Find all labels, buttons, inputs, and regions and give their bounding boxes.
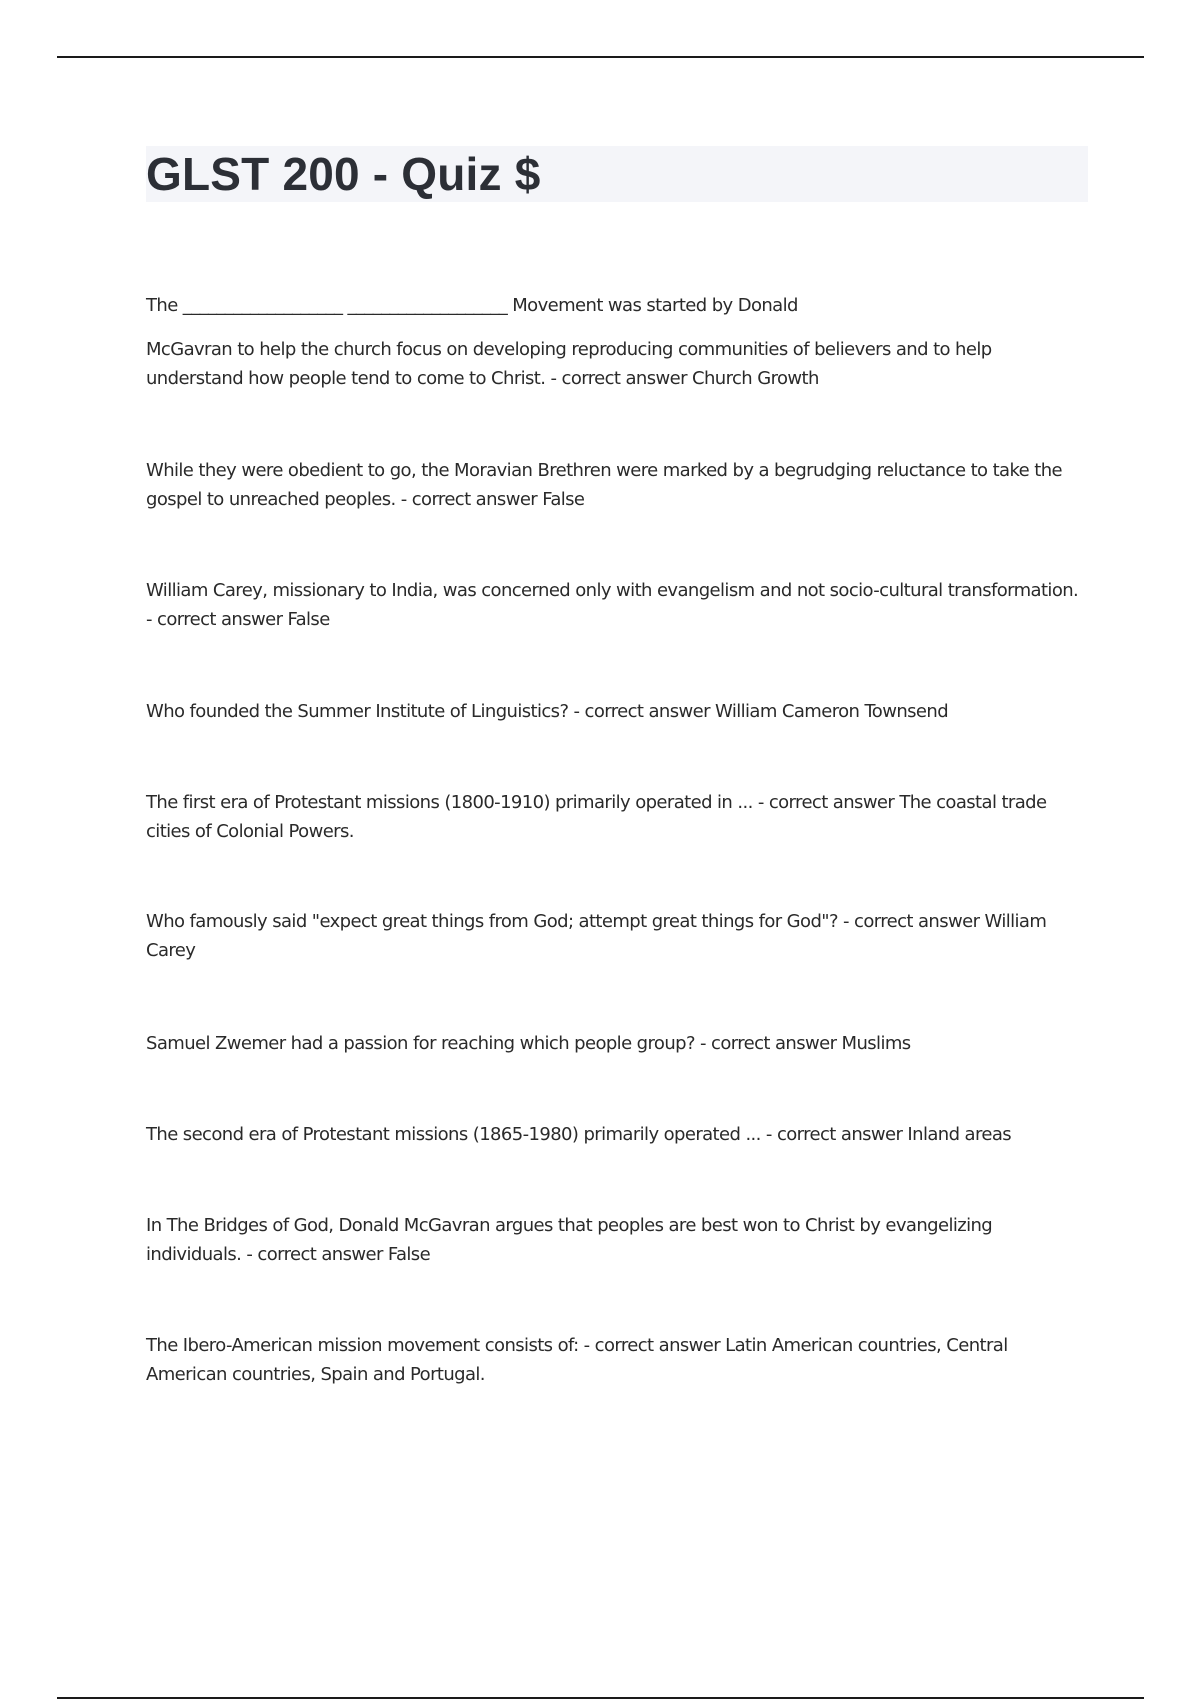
entry-10: In The Bridges of God, Donald McGavran argues that peoples are best won to Christ by evangelizing individuals. - correct answer False [146,1215,993,1265]
entry-4: William Carey, missionary to India, was concerned only with evangelism and not socio-cultural transformation. - correct answer False [146,580,1079,630]
entry-11: The Ibero-American mission movement consists of: - correct answer Latin American countries, Central American countries, Spain and Portugal. [146,1335,1008,1385]
page-title: GLST 200 - Quiz $ [146,148,541,200]
entry-3: While they were obedient to go, the Moravian Brethren were marked by a begrudging reluctance to take the gospel to unreached peoples. - correct answer False [146,460,1062,510]
entry-7: Who famously said "expect great things from God; attempt great things for God"? - correct answer William Carey [146,911,1047,961]
entry-8: Samuel Zwemer had a passion for reaching which people group? - correct answer Muslims [146,1033,911,1054]
bottom-rule [57,1697,1144,1699]
entry-5: Who founded the Summer Institute of Linguistics? - correct answer William Cameron Townsend [146,701,949,722]
entry-2: McGavran to help the church focus on developing reproducing communities of believers and to help understand how people tend to come to Christ. - correct answer Church Growth [146,339,992,389]
entry-9: The second era of Protestant missions (1865-1980) primarily operated ... - correct answer Inland areas [146,1124,1012,1145]
entry-6: The first era of Protestant missions (1800-1910) primarily operated in ... - correct answer The coastal trade cities of Colonial Powers. [146,792,1047,842]
top-rule [57,56,1144,58]
entry-1: The ___________________ ___________________ Movement was started by Donald [146,295,798,316]
